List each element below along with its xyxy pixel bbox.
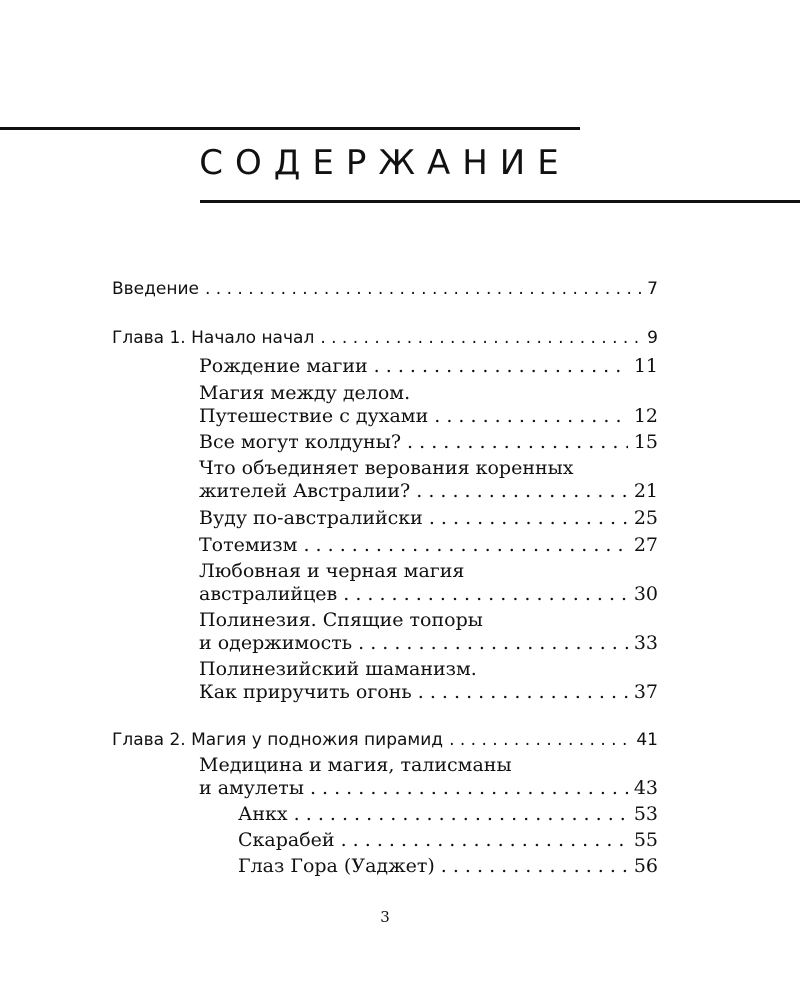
dot-leader <box>310 776 628 800</box>
dot-leader <box>320 326 641 350</box>
toc-entry-title: Путешествие с духами <box>199 405 429 427</box>
toc-page-number: 37 <box>633 681 658 703</box>
toc-entry-title-line: Полинезийский шаманизм. <box>199 658 477 680</box>
dot-leader <box>343 582 628 606</box>
toc-entry-title: и амулеты <box>199 777 304 799</box>
dot-leader <box>429 506 628 530</box>
dot-leader <box>418 680 628 704</box>
toc-entry-title: Глава 2. Магия у подножия пирамид <box>112 730 444 750</box>
toc-entry-title: Вуду по-австралийски <box>199 507 423 529</box>
toc-page-number: 30 <box>633 583 658 605</box>
toc-entry-intro[interactable] <box>112 277 658 301</box>
toc-entry[interactable] <box>199 582 658 606</box>
toc-entry-title-line: Магия между делом. <box>199 382 411 404</box>
toc-page-number: 12 <box>633 405 658 427</box>
toc-subentry[interactable] <box>238 854 658 878</box>
toc-entry-title: и одержимость <box>199 632 353 654</box>
page-title: СОДЕРЖАНИЕ <box>199 143 571 183</box>
toc-entry-title-line: Что объединяет верования коренных <box>199 457 574 479</box>
toc-page-number: 33 <box>633 632 658 654</box>
toc-entry-title: Рождение магии <box>199 355 368 377</box>
dot-leader <box>341 828 628 852</box>
toc-entry-title: Анкх <box>238 803 288 825</box>
toc-entry-chapter-1[interactable] <box>112 326 658 350</box>
toc-entry-title: Тотемизм <box>199 534 298 556</box>
toc-entry-chapter-2[interactable] <box>112 728 658 752</box>
toc-page-number: 9 <box>647 328 658 348</box>
toc-page-number: 7 <box>647 279 658 299</box>
toc-page-number: 27 <box>633 534 658 556</box>
toc-page-number: 21 <box>633 480 658 502</box>
toc-subentry[interactable] <box>238 828 658 852</box>
toc-entry-title: Как приручить огонь <box>199 681 412 703</box>
toc-page-number: 55 <box>633 829 658 851</box>
toc-entry-title: Скарабей <box>238 829 335 851</box>
toc-entry-title: Глава 1. Начало начал <box>112 328 315 348</box>
dot-leader <box>449 728 630 752</box>
dot-leader <box>205 277 641 301</box>
toc-page-number: 56 <box>633 855 658 877</box>
toc-entry-title: Глаз Гора (Уаджет) <box>238 855 435 877</box>
toc-entry[interactable] <box>199 404 658 428</box>
toc-entry-title-line: Полинезия. Спящие топоры <box>199 609 483 631</box>
toc-entry-title-line: Медицина и магия, талисманы <box>199 754 512 776</box>
toc-page-number: 53 <box>633 803 658 825</box>
toc-page-number: 25 <box>633 507 658 529</box>
toc-entry-title: Все могут колдуны? <box>199 431 402 453</box>
toc-page-number: 43 <box>633 777 658 799</box>
toc-entry-title: жителей Австралии? <box>199 480 411 502</box>
dot-leader <box>441 854 628 878</box>
toc-page-number: 41 <box>636 730 658 750</box>
dot-leader <box>374 354 628 378</box>
page-number: 3 <box>380 908 390 926</box>
toc-entry[interactable] <box>199 680 658 704</box>
toc-entry[interactable] <box>199 479 658 503</box>
dot-leader <box>434 404 628 428</box>
toc-entry-title: Введение <box>112 279 199 299</box>
toc-entry[interactable] <box>199 776 658 800</box>
toc-page-number: 11 <box>633 355 658 377</box>
toc-entry[interactable] <box>199 506 658 530</box>
toc-entry[interactable] <box>199 631 658 655</box>
dot-leader <box>416 479 628 503</box>
toc-entry-title: австралийцев <box>199 583 338 605</box>
dot-leader <box>358 631 628 655</box>
toc-entry[interactable] <box>199 430 658 454</box>
toc-page-number: 15 <box>633 431 658 453</box>
dot-leader <box>303 533 627 557</box>
dot-leader <box>294 802 628 826</box>
toc-entry[interactable] <box>199 533 658 557</box>
dot-leader <box>407 430 628 454</box>
toc-subentry[interactable] <box>238 802 658 826</box>
toc-entry[interactable] <box>199 354 658 378</box>
toc-entry-title-line: Любовная и черная магия <box>199 560 465 582</box>
